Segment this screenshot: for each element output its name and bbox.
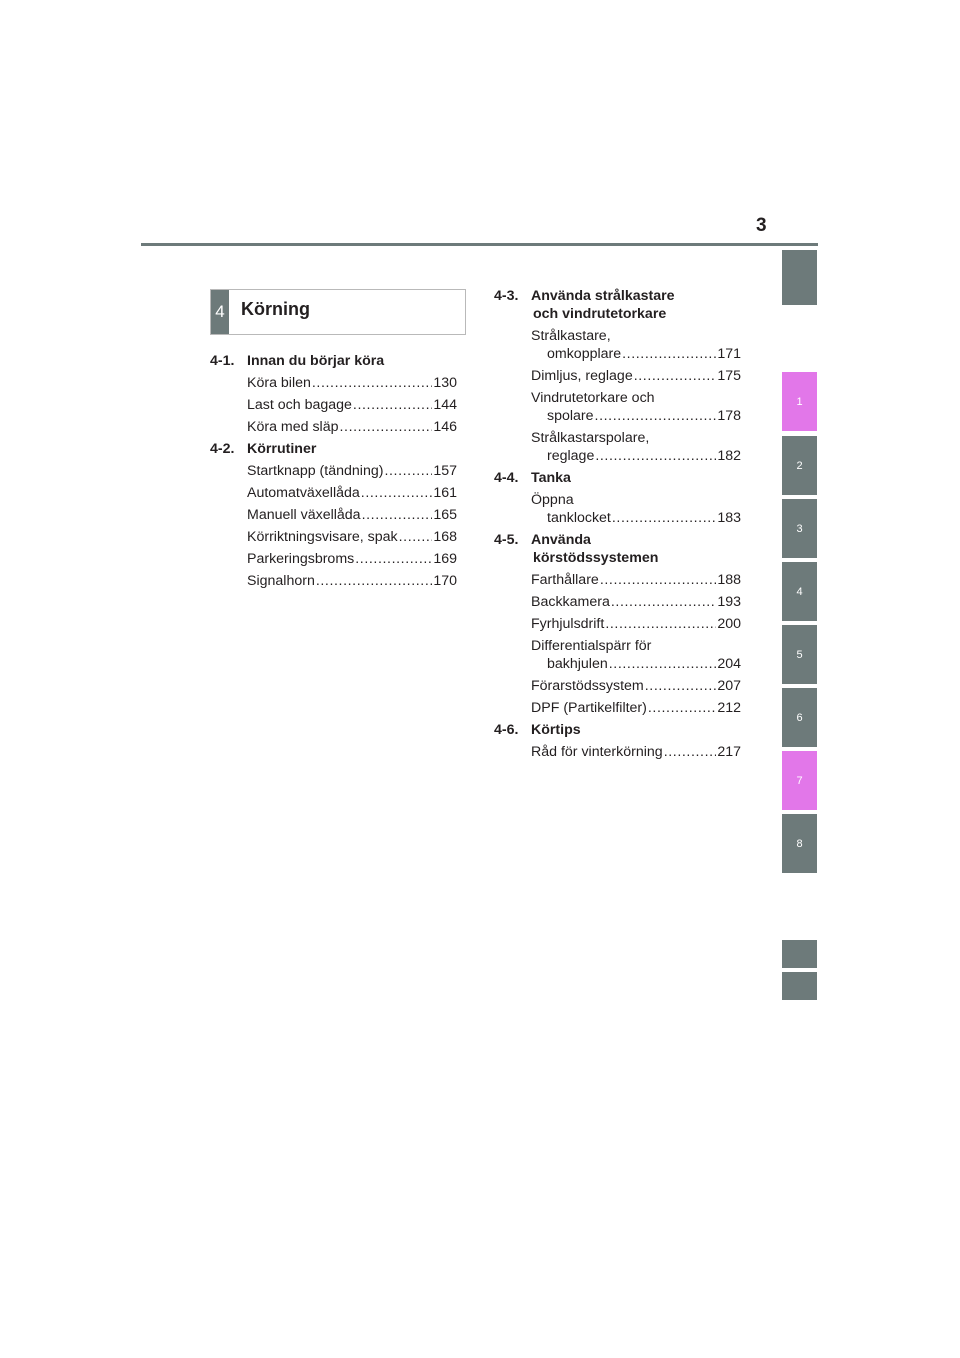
- dot-leader: [312, 374, 432, 392]
- entry-title: DPF (Partikelfilter): [531, 700, 647, 716]
- chapter-tab[interactable]: [782, 499, 817, 558]
- chapter-tab-label: 3: [796, 522, 803, 535]
- toc-entry[interactable]: [531, 571, 741, 589]
- entry-page-number: 144: [433, 397, 457, 413]
- dot-leader: [362, 506, 433, 524]
- chapter-tab-label: 7: [796, 774, 803, 787]
- entry-page-number: 207: [717, 678, 741, 694]
- dot-leader: [353, 396, 432, 414]
- entry-line: [531, 447, 741, 465]
- entry-line: [247, 484, 457, 502]
- entry-title: Parkeringsbroms: [247, 551, 355, 567]
- chapter-tab[interactable]: [782, 436, 817, 495]
- entry-title: Last och bagage: [247, 397, 352, 413]
- section-title: [249, 352, 384, 370]
- entry-line: [247, 506, 457, 524]
- entry-title: spolare: [547, 408, 594, 424]
- dot-leader: [355, 550, 432, 568]
- entry-line: [531, 593, 741, 611]
- entry-line: [531, 655, 741, 673]
- entry-page-number: 200: [717, 616, 741, 632]
- toc-entry[interactable]: [531, 429, 741, 465]
- section-number: 4-5.: [494, 532, 519, 548]
- entry-page-number: 204: [717, 656, 741, 672]
- dot-leader: [634, 367, 717, 385]
- dot-leader: [595, 407, 717, 425]
- entry-title: tanklocket: [547, 510, 611, 526]
- entry-title: Förarstödssystem: [531, 678, 644, 694]
- chapter-heading: [210, 289, 466, 335]
- toc-entry[interactable]: [531, 327, 741, 363]
- entry-page-number: 146: [433, 419, 457, 435]
- chapter-tab[interactable]: [782, 562, 817, 621]
- toc-entry[interactable]: [531, 367, 741, 385]
- chapter-tab-label: 6: [796, 711, 803, 724]
- section-title: [533, 287, 675, 323]
- chapter-tab-label: 5: [796, 648, 803, 661]
- chapter-tab-label: 4: [796, 585, 803, 598]
- entry-line: [531, 615, 741, 633]
- chapter-tab-label: 8: [796, 837, 803, 850]
- section-title-line: och vindrutetorkare: [533, 306, 667, 322]
- dot-leader: [384, 462, 432, 480]
- dot-leader: [609, 655, 717, 673]
- entry-page-number: 182: [717, 448, 741, 464]
- entry-line: [531, 509, 741, 527]
- toc-entry[interactable]: [247, 528, 457, 546]
- section-title: [533, 721, 581, 739]
- section-title: [533, 531, 658, 567]
- section-number: 4-2.: [210, 441, 235, 457]
- entry-line: [531, 367, 741, 385]
- chapter-tab[interactable]: [782, 250, 817, 305]
- entry-title: Farthållare: [531, 572, 599, 588]
- entry-title: bakhjulen: [547, 656, 608, 672]
- entry-title: Råd för vinterkörning: [531, 744, 663, 760]
- dot-leader: [664, 743, 717, 761]
- entry-page-number: 212: [717, 700, 741, 716]
- section-title: [533, 469, 571, 487]
- entry-title-line: Strålkastarspolare,: [531, 430, 650, 446]
- section-title-line: körstödssystemen: [533, 550, 659, 566]
- section-title-line: Körtips: [531, 722, 581, 738]
- dot-leader: [612, 509, 716, 527]
- entry-line: [531, 699, 741, 717]
- toc-entry[interactable]: [247, 462, 457, 480]
- entry-title-line: Strålkastare,: [531, 328, 611, 344]
- header-rule: [141, 243, 818, 246]
- entry-line: [531, 677, 741, 695]
- entry-page-number: 169: [433, 551, 457, 567]
- entry-page-number: 193: [717, 594, 741, 610]
- dot-leader: [645, 677, 717, 695]
- toc-entry[interactable]: [531, 615, 741, 633]
- section-number: 4-3.: [494, 288, 519, 304]
- toc-entry[interactable]: [531, 637, 741, 673]
- toc-entry[interactable]: [531, 677, 741, 695]
- section-title-line: Innan du börjar köra: [247, 353, 385, 369]
- section-number: 4-6.: [494, 722, 519, 738]
- dot-leader: [605, 615, 716, 633]
- entry-line: [247, 528, 457, 546]
- toc-section-heading: [494, 287, 741, 323]
- entry-title: Dimljus, reglage: [531, 368, 633, 384]
- entry-line: [247, 418, 457, 436]
- toc-section-heading: [210, 440, 457, 458]
- entry-title: Manuell växellåda: [247, 507, 361, 523]
- dot-leader: [595, 447, 716, 465]
- toc-column-right: [494, 287, 741, 765]
- entry-page-number: 171: [717, 346, 741, 362]
- dot-leader: [611, 593, 716, 611]
- entry-line: [531, 407, 741, 425]
- entry-page-number: 170: [433, 573, 457, 589]
- chapter-tab-label: 1: [796, 395, 803, 408]
- toc-entry[interactable]: [531, 699, 741, 717]
- chapter-title: Körning: [241, 299, 310, 319]
- entry-title: Backkamera: [531, 594, 610, 610]
- dot-leader: [399, 528, 433, 546]
- toc-entry[interactable]: [247, 506, 457, 524]
- chapter-tab[interactable]: [782, 688, 817, 747]
- entry-line: [247, 550, 457, 568]
- chapter-tab[interactable]: [782, 940, 817, 968]
- entry-page-number: 130: [433, 375, 457, 391]
- entry-line: [247, 572, 457, 590]
- dot-leader: [316, 572, 432, 590]
- entry-title: omkopplare: [547, 346, 622, 362]
- toc-section-heading: [494, 721, 741, 739]
- toc-entry[interactable]: [247, 484, 457, 502]
- section-number: 4-1.: [210, 353, 235, 369]
- entry-line: [531, 743, 741, 761]
- entry-title: Köra med släp: [247, 419, 339, 435]
- dot-leader: [361, 484, 433, 502]
- entry-page-number: 165: [433, 507, 457, 523]
- toc-entry[interactable]: [247, 550, 457, 568]
- toc-entry[interactable]: [531, 593, 741, 611]
- chapter-tab[interactable]: [782, 625, 817, 684]
- dot-leader: [339, 418, 432, 436]
- entry-line: [247, 396, 457, 414]
- chapter-tab[interactable]: [782, 372, 817, 431]
- entry-title: Fyrhjulsdrift: [531, 616, 605, 632]
- entry-title-line: Öppna: [531, 492, 574, 508]
- entry-line: [247, 374, 457, 392]
- page-number: 3: [756, 215, 767, 236]
- entry-page-number: 178: [717, 408, 741, 424]
- entry-title: Signalhorn: [247, 573, 315, 589]
- dot-leader: [622, 345, 716, 363]
- section-title-line: Tanka: [531, 470, 571, 486]
- entry-page-number: 183: [717, 510, 741, 526]
- toc-entry[interactable]: [247, 374, 457, 392]
- toc-entry[interactable]: [531, 389, 741, 425]
- section-number: 4-4.: [494, 470, 519, 486]
- section-title-line: Använda strålkastare: [531, 288, 675, 304]
- chapter-tab[interactable]: [782, 814, 817, 873]
- dot-leader: [648, 699, 716, 717]
- chapter-number: 4: [211, 290, 229, 334]
- entry-line: [247, 462, 457, 480]
- toc-section-heading: [494, 469, 741, 487]
- toc-section-heading: [210, 352, 457, 370]
- entry-title: Körriktningsvisare, spak: [247, 529, 398, 545]
- entry-page-number: 217: [717, 744, 741, 760]
- chapter-tab-label: 2: [796, 459, 803, 472]
- section-title-line: Körrutiner: [247, 441, 317, 457]
- toc-entry[interactable]: [247, 572, 457, 590]
- toc-entry[interactable]: [531, 491, 741, 527]
- section-title: [249, 440, 316, 458]
- entry-page-number: 188: [717, 572, 741, 588]
- entry-page-number: 161: [433, 485, 457, 501]
- entry-page-number: 168: [433, 529, 457, 545]
- entry-title: Automatväxellåda: [247, 485, 360, 501]
- entry-title-line: Differentialspärr för: [531, 638, 652, 654]
- toc-entry[interactable]: [531, 743, 741, 761]
- entry-page-number: 157: [433, 463, 457, 479]
- chapter-tab[interactable]: [782, 972, 817, 1000]
- section-title-line: Använda: [531, 532, 591, 548]
- toc-entry[interactable]: [247, 418, 457, 436]
- entry-page-number: 175: [717, 368, 741, 384]
- toc-entry[interactable]: [247, 396, 457, 414]
- entry-title: Köra bilen: [247, 375, 311, 391]
- chapter-tab[interactable]: [782, 751, 817, 810]
- toc-column-left: [210, 352, 457, 594]
- dot-leader: [600, 571, 717, 589]
- entry-title-line: Vindrutetorkare och: [531, 390, 655, 406]
- entry-title: Startknapp (tändning): [247, 463, 384, 479]
- toc-section-heading: [494, 531, 741, 567]
- entry-line: [531, 571, 741, 589]
- entry-line: [531, 345, 741, 363]
- entry-title: reglage: [547, 448, 595, 464]
